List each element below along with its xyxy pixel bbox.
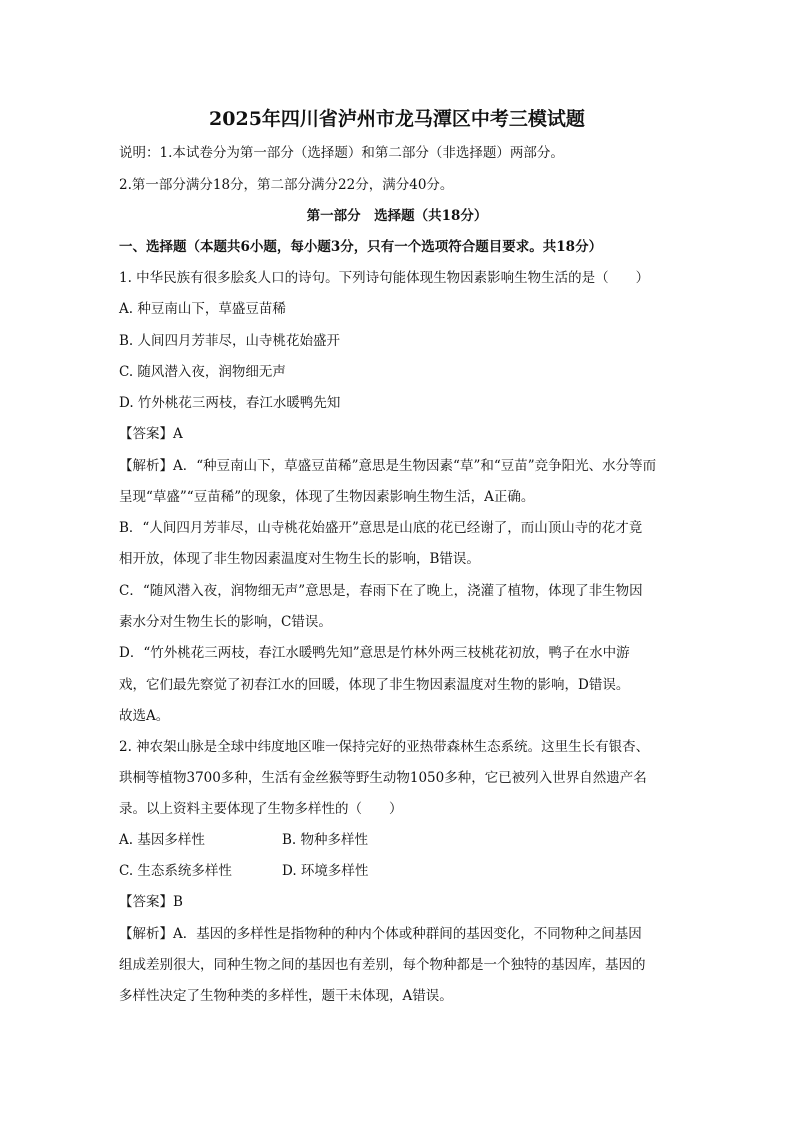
question-2-answer: 【答案】B bbox=[119, 894, 183, 910]
intro-note-1: 说明：1.本试卷分为第一部分（选择题）和第二部分（非选择题）两部分。 bbox=[119, 145, 564, 161]
question-1-analysis-line: 素水分对生物生长的影响，C错误。 bbox=[119, 614, 332, 630]
question-1-answer: 【答案】A bbox=[119, 426, 183, 442]
question-2-analysis-line: 组成差别很大，同种生物之间的基因也有差别，每个物种都是一个独特的基因库，基因的 bbox=[119, 957, 646, 973]
question-2-stem-line: 录。以上资料主要体现了生物多样性的（ ） bbox=[119, 801, 403, 817]
question-2-stem-line: 2. 神农架山脉是全球中纬度地区唯一保持完好的亚热带森林生态系统。这里生长有银杏、 bbox=[119, 739, 650, 755]
question-1-analysis-line: 【解析】A．“种豆南山下，草盛豆苗稀”意思是生物因素“草”和“豆苗”竞争阳光、水分等而 bbox=[119, 458, 657, 474]
question-1-stem: 1. 中华民族有很多脍炙人口的诗句。下列诗句能体现生物因素影响生物生活的是（ ） bbox=[119, 270, 650, 286]
question-2-option-c: C. 生态系统多样性 bbox=[119, 863, 232, 879]
question-1-analysis-line: 呈现“草盛”“豆苗稀”的现象，体现了生物因素影响生物生活，A正确。 bbox=[119, 489, 535, 505]
question-1-analysis-line: C．“随风潜入夜，润物细无声”意思是，春雨下在了晚上，浇灌了植物，体现了非生物因 bbox=[119, 583, 643, 599]
question-2-option-d: D. 环境多样性 bbox=[282, 863, 369, 879]
question-1-option-b: B. 人间四月芳菲尽，山寺桃花始盛开 bbox=[119, 333, 341, 349]
question-1-analysis-line: B．“人间四月芳菲尽，山寺桃花始盛开”意思是山底的花已经谢了，而山顶山寺的花才竟 bbox=[119, 520, 643, 536]
question-1-option-d: D. 竹外桃花三两枝，春江水暖鸭先知 bbox=[119, 395, 341, 411]
question-2-option-a: A. 基因多样性 bbox=[119, 832, 205, 848]
question-1-analysis-line: 相开放，体现了非生物因素温度对生物生长的影响，B错误。 bbox=[119, 551, 480, 567]
question-1-option-c: C. 随风潜入夜，润物细无声 bbox=[119, 364, 286, 380]
section-one-heading: 一、选择题（本题共6小题，每小题3分，只有一个选项符合题目要求。共18分） bbox=[119, 239, 603, 255]
question-1-analysis-line: D．“竹外桃花三两枝，春江水暖鸭先知”意思是竹林外两三枝桃花初放，鸭子在水中游 bbox=[119, 645, 630, 661]
part-one-heading: 第一部分 选择题（共18分） bbox=[306, 208, 488, 224]
question-1-analysis-line: 戏，它们最先察觉了初春江水的回暖，体现了非生物因素温度对生物的影响，D错误。 bbox=[119, 677, 630, 693]
question-1-conclusion: 故选A。 bbox=[119, 708, 170, 724]
question-2-option-b: B. 物种多样性 bbox=[282, 832, 369, 848]
question-2-analysis-line: 【解析】A．基因的多样性是指物种的种内个体或种群间的基因变化，不同物种之间基因 bbox=[119, 926, 642, 942]
intro-note-2: 2.第一部分满分18分，第二部分满分22分，满分40分。 bbox=[119, 177, 454, 193]
question-2-analysis-line: 多样性决定了生物种类的多样性，题干未体现，A错误。 bbox=[119, 988, 453, 1004]
exam-title: 2025年四川省泸州市龙马潭区中考三模试题 bbox=[209, 108, 585, 130]
question-1-option-a: A. 种豆南山下，草盛豆苗稀 bbox=[119, 301, 286, 317]
question-2-stem-line: 珙桐等植物3700多种，生活有金丝猴等野生动物1050多种，它已被列入世界自然遗产名 bbox=[119, 770, 647, 786]
